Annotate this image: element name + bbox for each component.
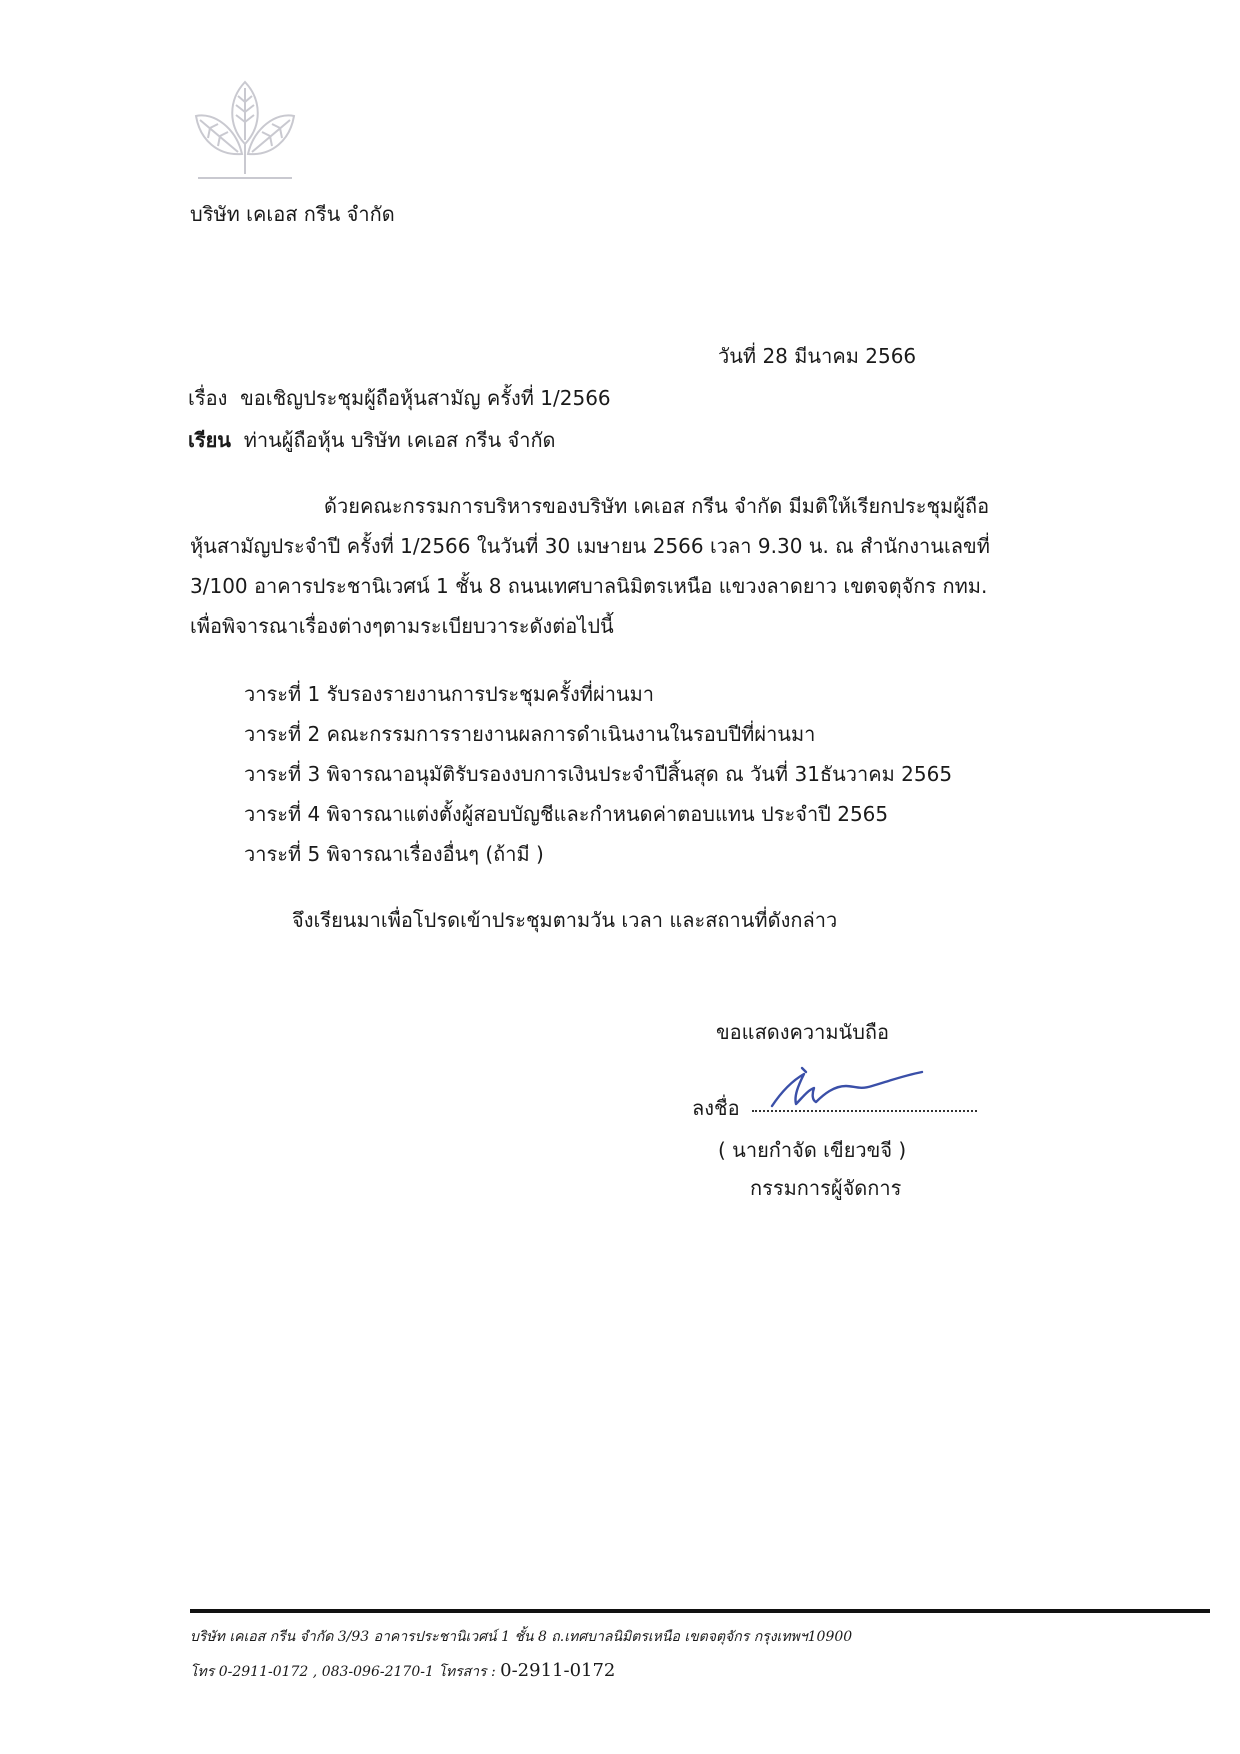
company-name: บริษัท เคเอส กรีน จำกัด xyxy=(190,202,395,226)
footer-divider xyxy=(190,1609,1210,1613)
signer-title: กรรมการผู้จัดการ xyxy=(750,1176,902,1200)
addressee-text: ท่านผู้ถือหุ้น บริษัท เคเอส กรีน จำกัด xyxy=(243,428,556,452)
agenda-item: วาระที่ 1 รับรองรายงานการประชุมครั้งที่ผ่านมา xyxy=(244,682,655,706)
handwritten-signature xyxy=(768,1064,928,1114)
sign-label: ลงชื่อ xyxy=(692,1096,740,1120)
footer-address: บริษัท เคเอส กรีน จำกัด 3/93 อาคารประชานิเวศน์ 1 ชั้น 8 ถ.เทศบาลนิมิตรเหนือ เขตจตุจักร กรุงเทพฯ10900 xyxy=(190,1629,853,1645)
agenda-item: วาระที่ 5 พิจารณาเรื่องอื่นๆ (ถ้ามี ) xyxy=(244,842,544,866)
leaf-logo-icon xyxy=(192,78,298,186)
subject-label: เรื่อง xyxy=(188,386,228,410)
addressee-label: เรียน xyxy=(188,428,231,452)
subject-text: ขอเชิญประชุมผู้ถือหุ้นสามัญ ครั้งที่ 1/2566 xyxy=(240,386,611,410)
body-line: เพื่อพิจารณาเรื่องต่างๆตามระเบียบวาระดังต่อไปนี้ xyxy=(190,614,614,638)
agenda-item: วาระที่ 4 พิจารณาแต่งตั้งผู้สอบบัญชีและกำหนดค่าตอบแทน ประจำปี 2565 xyxy=(244,802,889,826)
signer-name: ( นายกำจัด เขียวขจี ) xyxy=(718,1138,907,1162)
footer-contact xyxy=(190,1660,615,1683)
footer-phone: โทร 0-2911-0172 , 083-096-2170-1 โทรสาร : xyxy=(190,1664,501,1680)
footer-fax-number: 0-2911-0172 xyxy=(500,1660,616,1681)
regards-text: ขอแสดงความนับถือ xyxy=(716,1020,890,1044)
body-line: หุ้นสามัญประจำปี ครั้งที่ 1/2566 ในวันที่ 30 เมษายน 2566 เวลา 9.30 น. ณ สำนักงานเลขที่ xyxy=(190,534,990,558)
subject-line xyxy=(188,382,611,414)
letter-date: วันที่ 28 มีนาคม 2566 xyxy=(718,344,917,368)
body-line: 3/100 อาคารประชานิเวศน์ 1 ชั้น 8 ถนนเทศบาลนิมิตรเหนือ แขวงลาดยาว เขตจตุจักร กทม. xyxy=(190,574,988,598)
addressee-line xyxy=(188,424,556,456)
agenda-item: วาระที่ 2 คณะกรรมการรายงานผลการดำเนินงานในรอบปีที่ผ่านมา xyxy=(244,722,816,746)
closing-text: จึงเรียนมาเพื่อโปรดเข้าประชุมตามวัน เวลา และสถานที่ดังกล่าว xyxy=(292,908,838,932)
body-line: ด้วยคณะกรรมการบริหารของบริษัท เคเอส กรีน จำกัด มีมติให้เรียกประชุมผู้ถือ xyxy=(324,494,990,518)
agenda-item: วาระที่ 3 พิจารณาอนุมัติรับรองงบการเงินประจำปีสิ้นสุด ณ วันที่ 31ธันวาคม 2565 xyxy=(244,762,953,786)
